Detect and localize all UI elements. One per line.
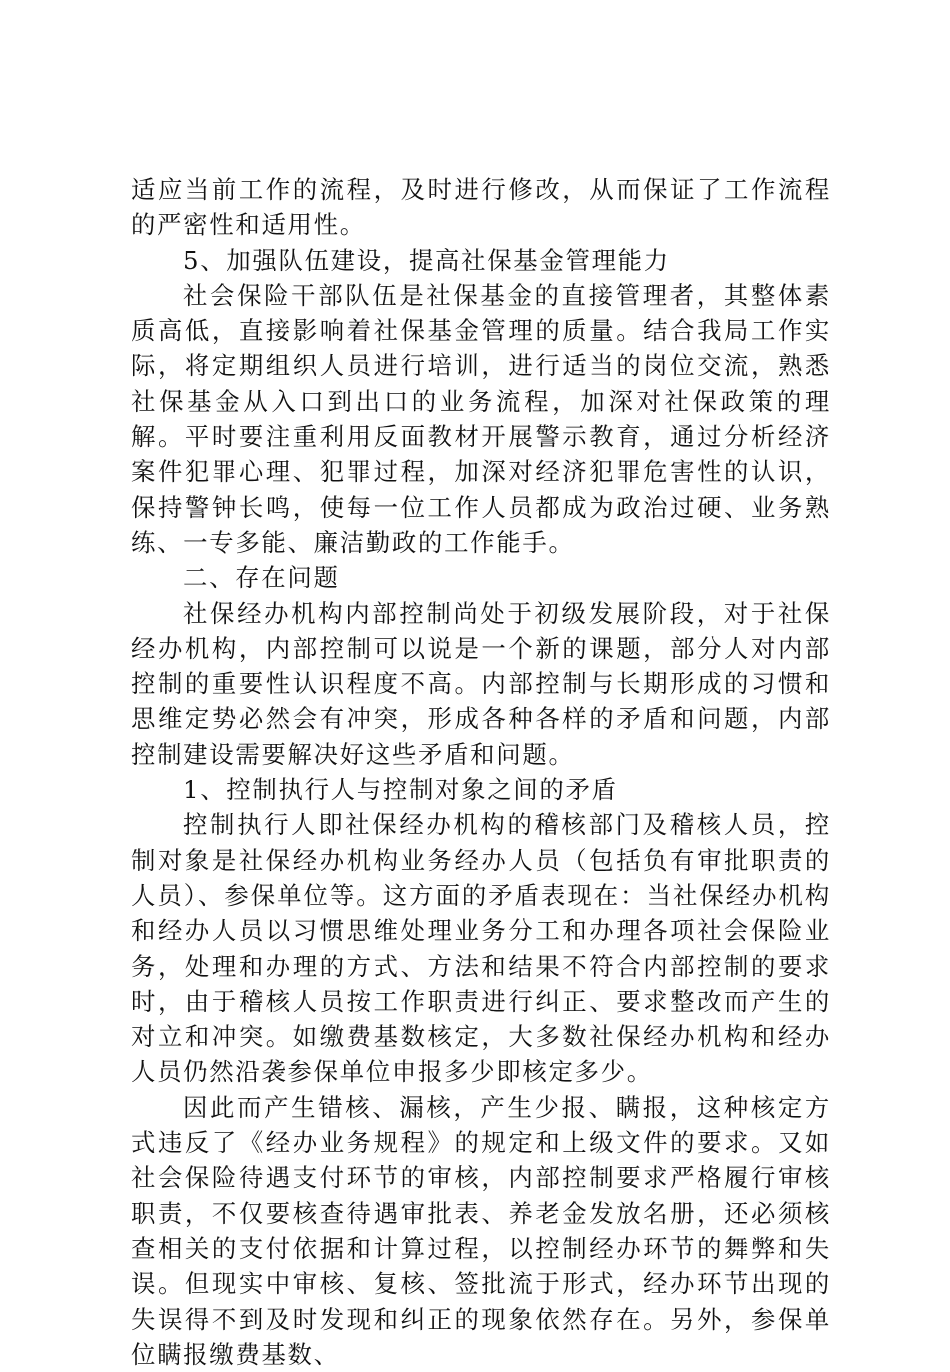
paragraph-control-conflict: 控制执行人即社保经办机构的稽核部门及稽核人员，控制对象是社保经办机构业务经办人员（包括负有审批职责的人员）、参保单位等。这方面的矛盾表现在：当社保经办机构和经办人员以习惯思维处理业务分工和办理各项社会保险业务，处理和办理的方式、方法和结果不符合内部控制的要求时，由于稽核人员按工作职责进行纠正、要求整改而产生的对立和冲突。如缴费基数核定，大多数社保经办机构和经办人员仍然沿袭参保单位申报多少即核定多少。 bbox=[131, 810, 831, 1087]
paragraph-team-building: 社会保险干部队伍是社保基金的直接管理者，其整体素质高低，直接影响着社保基金管理的质量。结合我局工作实际，将定期组织人员进行培训，进行适当的岗位交流，熟悉社保基金从入口到出口的业务流程，加深对社保政策的理解。平时要注重利用反面教材开展警示教育，通过分析经济案件犯罪心理、犯罪过程，加深对经济犯罪危害性的认识，保持警钟长鸣，使每一位工作人员都成为政治过硬、业务熟练、一专多能、廉洁勤政的工作能手。 bbox=[131, 280, 831, 557]
paragraph-existing-problems: 社保经办机构内部控制尚处于初级发展阶段，对于社保经办机构，内部控制可以说是一个新的课题，部分人对内部控制的重要性认识程度不高。内部控制与长期形成的习惯和思维定势必然会有冲突，形成各种各样的矛盾和问题，内部控制建设需要解决好这些矛盾和问题。 bbox=[131, 598, 831, 769]
document-body bbox=[131, 172, 831, 1372]
paragraph-consequences: 因此而产生错核、漏核，产生少报、瞒报，这种核定方式违反了《经办业务规程》的规定和上级文件的要求。又如社会保险待遇支付环节的审核，内部控制要求严格履行审核职责，不仅要核查待遇审批表、养老金发放名册，还必须核查相关的支付依据和计算过程，以控制经办环节的舞弊和失误。但现实中审核、复核、签批流于形式，经办环节出现的失误得不到及时发现和纠正的现象依然存在。另外，参保单位瞒报缴费基数、 bbox=[131, 1092, 831, 1369]
section-heading-team-building: 5、加强队伍建设，提高社保基金管理能力 bbox=[183, 245, 670, 275]
section-heading-control-conflict: 1、控制执行人与控制对象之间的矛盾 bbox=[183, 775, 618, 805]
section-heading-existing-problems: 二、存在问题 bbox=[183, 563, 340, 593]
paragraph-continuation: 适应当前工作的流程，及时进行修改，从而保证了工作流程的严密性和适用性。 bbox=[131, 175, 831, 240]
